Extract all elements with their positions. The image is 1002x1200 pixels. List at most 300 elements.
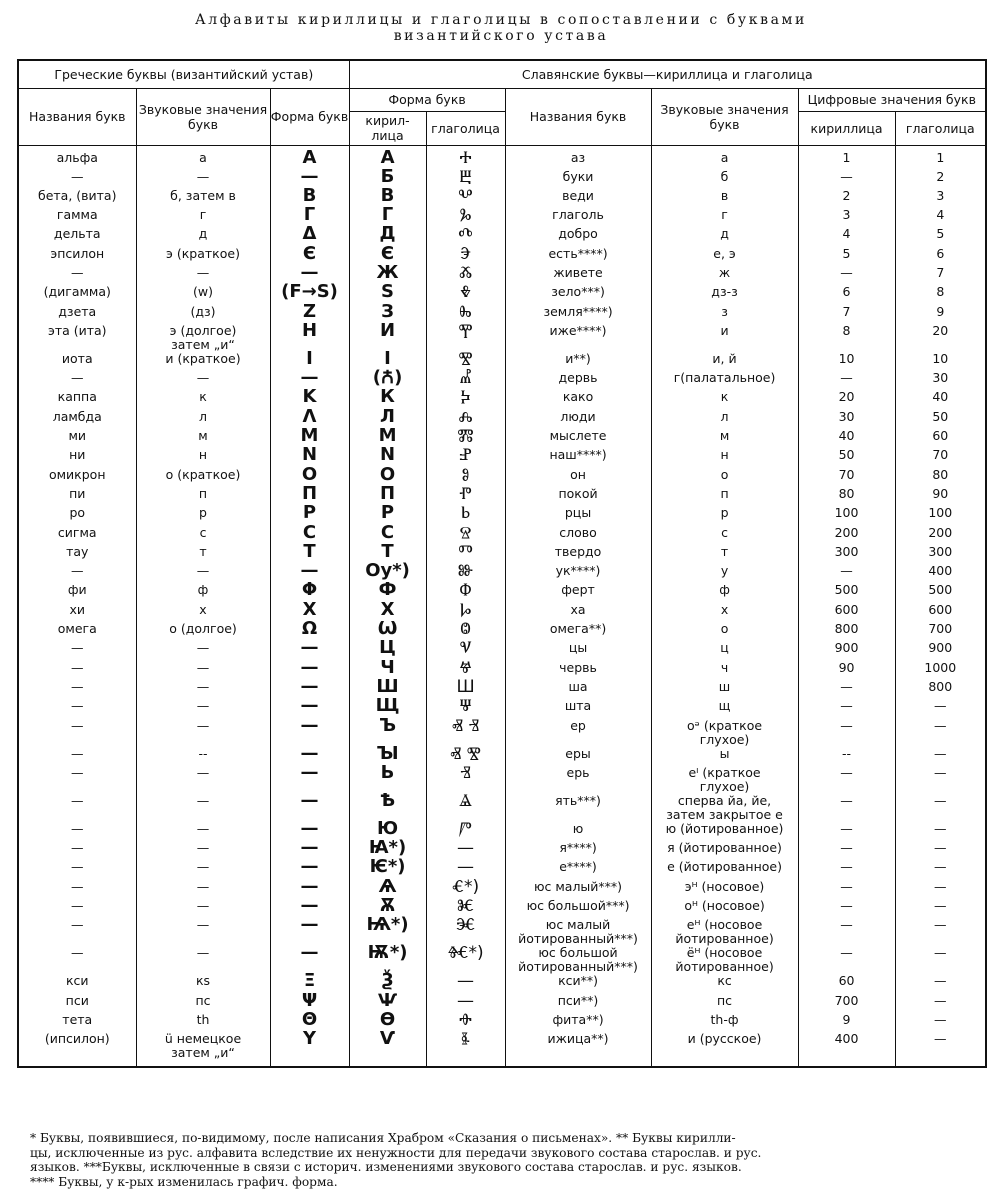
greek-sound-cell [136,410,270,429]
greek-form: Μ [300,425,319,447]
table-row [18,410,986,429]
slavic-sound: ю (йотированное) [665,820,784,836]
table-row [18,880,986,899]
digit-glagolitic: 1 [936,149,945,165]
digit-cyrillic: 1 [842,149,851,165]
slavic-sound: и, й [712,350,737,366]
digit-glagolitic-cell [895,448,986,467]
digit-glagolitic: 7 [936,264,945,280]
slavic-sound-cell [651,285,798,304]
digit-cyrillic-cell [798,189,895,208]
slavic-sound-cell [651,145,798,170]
greek-name: тау [66,543,89,559]
table-row [18,822,986,841]
digit-cyrillic-cell [798,1032,895,1067]
glagolitic-form: Ⰽ [460,387,471,408]
greek-form: — [300,675,319,697]
digit-cyrillic: — [840,698,853,714]
greek-name-cell [18,352,136,371]
greek-sound: — [196,717,210,733]
greek-form: Ν [301,444,318,466]
slavic-name: ер [570,717,586,733]
slavic-name-cell [505,170,651,189]
slavic-name: юс малый***) [533,878,623,894]
title-line-1: Алфавиты кириллицы и глаголицы в сопоставлении с буквами [195,12,807,28]
digit-glagolitic: 40 [932,389,949,405]
greek-name-cell [18,285,136,304]
slavic-sound: ш [718,678,731,694]
slavic-name: ять***) [555,792,601,808]
slavic-sound: кс [717,973,732,989]
digit-cyrillic: 9 [842,1011,851,1027]
digit-cyrillic-cell [798,487,895,506]
digit-glagolitic-cell [895,918,986,946]
digit-glagolitic-cell [895,994,986,1013]
greek-name: — [71,898,84,913]
slavic-sound-cell [651,487,798,506]
digit-cyrillic-cell [798,899,895,918]
greek-sound: — [196,820,210,836]
slavic-name: добро [558,226,598,242]
digit-glagolitic-cell [895,1013,986,1032]
greek-sound-cell [136,564,270,583]
greek-name-cell [18,603,136,622]
digit-glagolitic: — [934,840,947,856]
slavic-sound: т [720,543,729,559]
slavic-name: глаголь [552,207,604,223]
greek-name-cell [18,661,136,680]
digit-cyrillic-cell [798,429,895,448]
slavic-sound-cell [651,506,798,525]
table-row [18,247,986,266]
cyrillic-form-cell [349,1028,426,1067]
digit-cyrillic-cell [798,545,895,564]
cyrillic-form: Ѣ [379,789,396,811]
greek-form: — [300,742,319,764]
slavic-sound: сперва йа, йе, затем закрытое е [666,792,783,822]
digit-glagolitic: 2 [936,168,945,184]
greek-name-cell [18,545,136,564]
footnote-line-4: **** Буквы, у к-рых изменилась графич. форма. [30,1174,338,1189]
greek-name: — [71,764,84,780]
cyrillic-form: Ѫ [379,895,396,916]
glagolitic-form-cell [426,715,505,747]
greek-sound-cell [136,448,270,467]
slavic-sound-cell [651,641,798,660]
greek-name-cell [18,699,136,718]
digit-glagolitic: 700 [928,621,953,637]
digit-glagolitic-cell [895,145,986,170]
cyrillic-form: Ч [380,656,395,678]
slavic-name: ферт [561,582,595,598]
greek-name-cell [18,747,136,766]
greek-name: ро [69,505,86,521]
greek-form: — [300,165,319,187]
greek-name-cell [18,974,136,993]
digit-cyrillic: 90 [838,659,855,675]
slavic-name-cell [505,860,651,879]
slavic-sound: о [720,466,729,482]
greek-sound-cell [136,145,270,170]
greek-name-cell [18,946,136,974]
glagolitic-form: Ⱑ [458,790,473,811]
digit-cyrillic: 700 [834,992,859,1008]
greek-sound: с [199,524,207,540]
greek-form-cell [270,1028,349,1067]
digit-glagolitic-cell [895,1032,986,1067]
digit-cyrillic: — [840,792,853,808]
slavic-name-cell [505,526,651,545]
table-row [18,794,986,822]
greek-form: — [300,637,319,659]
table-row [18,583,986,602]
glagolitic-form: Ⰾ [458,406,473,427]
greek-name: — [71,917,84,933]
digit-cyrillic-cell [798,266,895,285]
table-row [18,841,986,860]
glagolitic-form-cell [426,320,505,352]
slavic-name-cell [505,918,651,946]
digit-cyrillic-cell [798,641,895,660]
greek-name-cell [18,189,136,208]
digit-cyrillic: 8 [842,322,851,338]
table-row [18,208,986,227]
slavic-name-cell [505,719,651,747]
slavic-name-cell [505,641,651,660]
glagolitic-form: Ⱀ [459,445,472,466]
slavic-sound-cell [651,918,798,946]
digit-glagolitic-cell [895,352,986,371]
digit-glagolitic: 100 [928,505,953,521]
digit-glagolitic-cell [895,545,986,564]
slavic-sound-cell [651,899,798,918]
greek-sound-cell [136,1013,270,1032]
digit-cyrillic-cell [798,747,895,766]
cyrillic-form: Ь [380,761,395,783]
greek-sound: — [196,563,210,579]
table-row [18,526,986,545]
digit-glagolitic-cell [895,390,986,409]
greek-sound-cell [136,680,270,699]
digit-cyrillic-cell [798,794,895,822]
digit-glagolitic-cell [895,247,986,266]
greek-sound-cell [136,583,270,602]
digit-glagolitic-cell [895,899,986,918]
greek-form: Γ [303,204,316,226]
greek-name: — [71,745,84,761]
digit-cyrillic-cell [798,822,895,841]
slavic-name-cell [505,371,651,390]
slavic-name: кси**) [558,973,598,989]
cyrillic-form: Ю [376,817,399,839]
digit-cyrillic: 30 [838,408,855,424]
digit-cyrillic-cell [798,526,895,545]
digit-glagolitic-cell [895,974,986,993]
slavic-name: мыслете [549,428,607,444]
greek-sound: — [196,264,210,280]
greek-form: Τ [303,540,316,562]
cyrillic-form: Ꙗ*) [368,837,407,859]
slavic-name-cell [505,747,651,766]
digit-cyrillic-cell [798,324,895,352]
digit-cyrillic: 70 [838,466,855,482]
slavic-name-cell [505,390,651,409]
greek-form: Φ [301,579,318,601]
digit-glagolitic: 1000 [924,659,957,675]
digit-cyrillic: 5 [842,245,851,261]
greek-form: Χ [302,598,317,620]
digit-cyrillic-cell [798,680,895,699]
table-row [18,545,986,564]
slavic-name: покой [558,485,598,501]
glagolitic-form: Ⱗ [455,915,476,936]
table-row [18,603,986,622]
slavic-sound-cell [651,622,798,641]
cyrillic-form: Ѳ [379,1008,396,1030]
greek-name: — [71,370,84,386]
cyrillic-form: Л [380,405,395,427]
greek-sound: х [199,601,207,617]
slavic-sound: г [721,207,728,223]
table-row [18,974,986,993]
cyrillic-form: Ц [379,637,396,659]
greek-sound-cell [136,390,270,409]
greek-name-cell [18,266,136,285]
digit-cyrillic-cell [798,390,895,409]
cyrillic-form: Ꙑ [376,742,399,764]
slavic-sound: д [720,226,729,242]
slavic-sound: ёᴴ (носовое йотированное) [675,945,774,975]
table-row [18,1032,986,1067]
slavic-sound: щ [718,698,731,714]
slavic-sound-cell [651,766,798,794]
greek-name: дзета [58,303,97,319]
greek-sound-cell [136,266,270,285]
slavic-sound: ы [719,745,730,761]
greek-sound: — [196,792,210,808]
greek-sound-cell [136,247,270,266]
slavic-sound-cell [651,946,798,974]
greek-name: — [71,264,84,280]
digit-glagolitic-cell [895,324,986,352]
footnote [30,1131,970,1189]
glagolitic-form: — [457,971,475,992]
digit-cyrillic: — [840,840,853,856]
digit-cyrillic-cell [798,564,895,583]
slavic-name-cell [505,145,651,170]
slavic-sound-cell [651,974,798,993]
digit-cyrillic: — [840,168,853,184]
glagolitic-form: — [457,838,475,859]
digit-glagolitic-cell [895,564,986,583]
digit-glagolitic-cell [895,429,986,448]
greek-form: — [300,695,319,717]
greek-sound: э (долгое) затем „и“ [169,322,237,352]
digit-glagolitic: 3 [936,187,945,203]
greek-sound: т [199,543,207,559]
greek-sound: к [199,389,207,405]
greek-form: — [300,261,319,283]
glagolitic-form: Ⱋ [459,696,472,717]
table-row [18,305,986,324]
greek-form: — [300,656,319,678]
greek-name-cell [18,583,136,602]
slavic-name: е****) [559,859,597,875]
digit-glagolitic: 10 [932,350,949,366]
digit-glagolitic: 9 [936,303,945,319]
greek-name-cell [18,564,136,583]
greek-name-cell [18,526,136,545]
digit-cyrillic: 900 [834,640,859,656]
cyrillic-form: Ѱ [377,989,398,1011]
digit-glagolitic-cell [895,189,986,208]
greek-name-cell [18,860,136,879]
slavic-sound: ф [719,582,730,598]
slavic-sound-cell [651,661,798,680]
digit-glagolitic: 200 [928,524,953,540]
glagolitic-form: Ⰱ [459,166,472,187]
greek-sound: — [196,878,210,894]
greek-name-cell [18,324,136,352]
cyrillic-form: Є [380,242,395,264]
greek-sound-cell [136,227,270,246]
slavic-sound: th-ф [710,1011,739,1027]
slavic-sound-cell [651,189,798,208]
greek-sound: г [199,207,207,223]
glagolitic-form: Ⰺ [458,348,473,369]
greek-name: (ипсилон) [44,1031,110,1047]
greek-form: Δ [302,223,317,245]
glagolitic-form: Ⱆ [457,561,474,582]
slavic-name: цы [568,640,588,656]
greek-name-cell [18,390,136,409]
greek-sound-cell [136,946,270,974]
greek-name-cell [18,822,136,841]
greek-sound-cell [136,285,270,304]
table-row [18,1013,986,1032]
digit-glagolitic-cell [895,285,986,304]
digit-cyrillic-cell [798,699,895,718]
greek-form: Ρ [302,502,317,524]
greek-name: — [71,563,84,579]
greek-sound-cell [136,641,270,660]
greek-form: С [302,521,317,543]
glagolitic-form: Ⱇ [459,580,472,601]
slavic-sound-cell [651,794,798,822]
glagolitic-form: Ⱏ Ⱐ [451,715,480,736]
digit-glagolitic: 20 [932,322,949,338]
digit-cyrillic-cell [798,994,895,1013]
digit-glagolitic: — [934,945,947,961]
greek-name-cell [18,766,136,794]
table-row [18,371,986,390]
greek-sound: а [199,149,207,165]
greek-name-cell [18,371,136,390]
greek-name: ми [68,428,87,444]
slavic-name-cell [505,661,651,680]
table-row [18,227,986,246]
greek-sound-cell [136,526,270,545]
greek-form: Β [302,184,317,206]
greek-name-cell [18,641,136,660]
slavic-name: ха [570,601,586,617]
greek-form: Θ [301,1008,318,1030]
digit-glagolitic: 70 [932,447,949,463]
cyrillic-form: N [379,444,396,466]
slavic-sound: эᴴ (носовое) [684,878,765,894]
greek-sound: н [198,447,208,463]
glagolitic-form: Ⱛ [461,1029,470,1050]
glagolitic-form: Ⱂ [459,483,472,504]
greek-sound: б, затем в [170,187,236,203]
greek-name-cell [18,208,136,227]
greek-name-cell [18,1013,136,1032]
digit-cyrillic-cell [798,583,895,602]
greek-sound: (дз) [190,303,216,319]
slavic-sound: м [719,428,730,444]
greek-sound: — [196,640,210,656]
greek-form: — [300,789,319,811]
greek-form: Κ [302,386,317,408]
header-slavic-form: Форма букв [349,88,505,111]
slavic-sound: л [720,408,729,424]
cyrillic-form: К [380,386,395,408]
slavic-name: веди [562,187,594,203]
digit-cyrillic-cell [798,974,895,993]
digit-glagolitic-cell [895,266,986,285]
glagolitic-form-cell [426,1029,505,1067]
greek-form: Ψ [301,989,318,1011]
greek-name-cell [18,880,136,899]
greek-name: сигма [57,524,97,540]
slavic-sound: дз-з [711,284,738,300]
greek-sound-cell [136,747,270,766]
digit-glagolitic-cell [895,841,986,860]
header-slavic-sounds: Звуковые значения букв [651,88,798,145]
slavic-sound-cell [651,227,798,246]
greek-sound: — [196,764,210,780]
cyrillic-form: И [379,319,396,341]
greek-sound: д [198,226,208,242]
greek-name-cell [18,145,136,170]
greek-form: — [300,875,319,897]
slavic-sound-cell [651,429,798,448]
greek-sound: ф [197,582,209,598]
digit-cyrillic-cell [798,305,895,324]
greek-name: — [71,840,84,856]
digit-cyrillic: — [840,678,853,694]
glagolitic-form: Ⱄ [459,522,472,543]
greek-sound-cell [136,794,270,822]
table-row [18,680,986,699]
slavic-name: дервь [558,370,598,386]
table-row [18,170,986,189]
cyrillic-form: І [384,347,391,369]
cyrillic-form: С [380,521,395,543]
greek-name-cell [18,680,136,699]
glagolitic-form: Ⱃ [460,503,471,524]
slavic-sound-cell [651,247,798,266]
digit-glagolitic: 5 [936,226,945,242]
greek-name: гамма [56,207,98,223]
greek-sound-cell [136,899,270,918]
digit-cyrillic: — [840,264,853,280]
slavic-sound-cell [651,526,798,545]
digit-cyrillic-cell [798,622,895,641]
cyrillic-form: Б [380,165,395,187]
slavic-name: еры [565,745,591,761]
digit-cyrillic: — [840,859,853,875]
